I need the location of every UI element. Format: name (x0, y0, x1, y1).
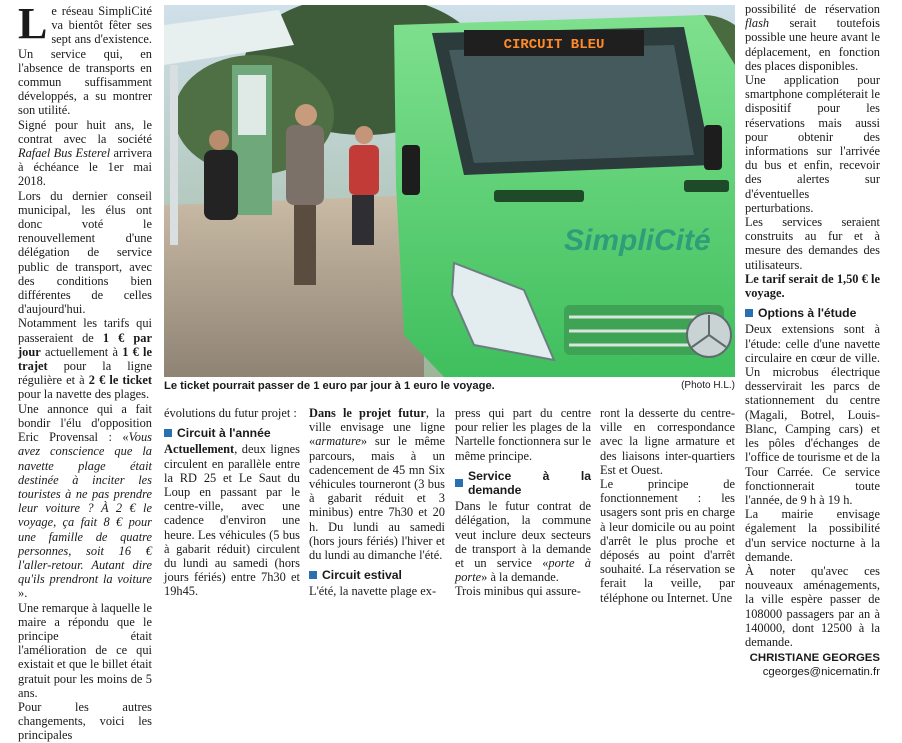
heading-circuit-estival: Circuit estival (309, 568, 445, 582)
council-paragraph: Lors du dernier conseil municipal, les élus ont donc voté le renouvellement d'une délégation de service public de transport, avec des conditions bien différentes de celles d'aujourd'hui. (18, 188, 152, 317)
flash-paragraph: possibilité de réservation flash serait toutefois possible une heure avant le déplacement, en fonction des places disponibles. (745, 2, 880, 73)
drop-cap: L (18, 0, 48, 48)
tariff-paragraph: Le tarif serait de 1,50 € le voyage. (745, 271, 880, 301)
column-1 (18, 0, 152, 743)
column-4 (455, 406, 591, 599)
operation-paragraph: Le principe de fonctionnement : les usagers sont pris en charge à leur domicile ou au point d'arrêt le plus proche et déposés au point d'arrêt souhaité. La réservation se ferait la veille, par téléphone ou Internet. Une (600, 477, 735, 605)
bus-photo-illustration (164, 5, 735, 377)
author-name: CHRISTIANE GEORGES (749, 652, 880, 665)
extensions-paragraph: Deux extensions sont à l'étude: celle d'une navette circulaire en cœur de ville. Un microbus électrique desservirait les parcs de stationnement du centre (Magali, Botrel, Louis-Blanc, Camping cars) et les pôles d'échanges de l'office de tourisme et de la Tour Carrée. Ce service fonctionnerait toute l'année, de 9 h à 19 h. (745, 322, 880, 507)
heading-options: Options à l'étude (745, 306, 880, 320)
tariffs-paragraph: Notamment les tarifs qui passeraient de 1 € par jour actuellement à 1 € le trajet pour la ligne régulière et à 2 € le ticket pour la navette des plages. (18, 316, 152, 402)
bullet-square-icon (309, 571, 317, 579)
summer-paragraph: L'été, la navette plage ex- (309, 584, 437, 599)
author-email[interactable]: cgeorges@nicematin.fr (762, 666, 880, 679)
opposition-paragraph: Une annonce qui a fait bondir l'élu d'opposition Eric Provensal : «Vous avez conscience que la navette plage était destinée à inciter les touristes à ne pas prendre leur voiture ? À 2 € le voyage, ça fait 8 € pour une famille de quatre personnes, soit 16 € l'aller-retour. Autant dire qu'ils prendront la voiture ». (18, 401, 152, 601)
service-area-paragraph: ront la desserte du centre-ville en correspondance avec la ligne armature et des liaisons inter-quartiers Est et Ouest. (600, 406, 735, 477)
caption-text: Le ticket pourrait passer de 1 euro par jour à 1 euro le voyage. (164, 380, 495, 392)
bus-destination-sign: CIRCUIT BLEU (503, 37, 605, 53)
lead-in: évolutions du futur projet : (164, 406, 297, 420)
on-demand-paragraph: Dans le futur contrat de délégation, la commune veut inclure deux secteurs de transport à la demande et un service «porte à porte» à la demande. (455, 499, 591, 585)
intro-paragraph: e réseau SimpliCité va bientôt fêter ses sept ans d'existence. Un service qui, en l'absence de transports en commun suffisamment développés, a su montrer son utilité. (18, 4, 152, 118)
column-5 (600, 406, 735, 605)
bullet-square-icon (455, 479, 463, 487)
current-service-paragraph: Actuellement, deux lignes circulent en parallèle entre la RD 25 et Le Saut du Loup en passant par le centre-ville, avec une cadence d'environ une heure. Les véhicules (5 bus à gabarit réduit) circulent du lundi au samedi (hors jours fériés) entre 7h30 et 19h45. (164, 442, 300, 599)
contract-paragraph: Signé pour huit ans, le contrat avec la société Rafael Bus Esterel arrivera à échéance le 1er mai 2018. (18, 117, 152, 189)
changes-paragraph: Pour les autres changements, voici les principales (18, 699, 152, 743)
column-6 (745, 2, 880, 680)
app-paragraph: Une application pour smartphone compléterait le dispositif pour les réservations mais aussi pour obtenir des informations sur l'arrivée du bus et enfin, recevoir des alertes sur d'éventuelles perturbations. (745, 73, 880, 215)
photo-caption (164, 380, 735, 398)
bullet-square-icon (745, 309, 753, 317)
column-2 (164, 406, 300, 599)
services-paragraph: Les services seraient construits au fur et à mesure des demandes des utilisateurs. (745, 215, 880, 272)
bullet-square-icon (164, 429, 172, 437)
minibus-paragraph: Trois minibus qui assure- (455, 584, 581, 599)
mayor-paragraph: Une remarque à laquelle le maire a répondu que le principe était l'amélioration de ce qui existait et que le billet était gratuit pour les moins de 5 ans. (18, 600, 152, 700)
heading-service-demande: Service à la demande (455, 469, 591, 497)
passengers-paragraph: À noter qu'avec ces nouveaux aménagements, la ville espère passer de 108000 passagers par an à 140000, dont 12500 à la demande. (745, 563, 880, 649)
night-paragraph: La mairie envisage également la possibilité d'un service nocturne à la demande. (745, 507, 880, 564)
column-3 (309, 406, 445, 599)
bus-photo (164, 5, 735, 377)
photo-credit: (Photo H.L.) (681, 380, 735, 391)
bus-brand-logo: SimpliCité (564, 224, 711, 257)
future-project-paragraph: Dans le projet futur, la ville envisage une ligne «armature» sur le même parcours, mais à un cadencement de 45 mn Six véhicules tourneront (3 bus à gabarit réduit et 3 minibus) entre 7h30 et 20 h. Du lundi au samedi (hors jours fériés) l'hiver et du lundi au dimanche l'été. (309, 406, 445, 563)
heading-circuit-annee: Circuit à l'année (164, 426, 300, 440)
express-paragraph: press qui part du centre pour relier les plages de la Nartelle fonctionnera sur le même principe. (455, 406, 591, 463)
